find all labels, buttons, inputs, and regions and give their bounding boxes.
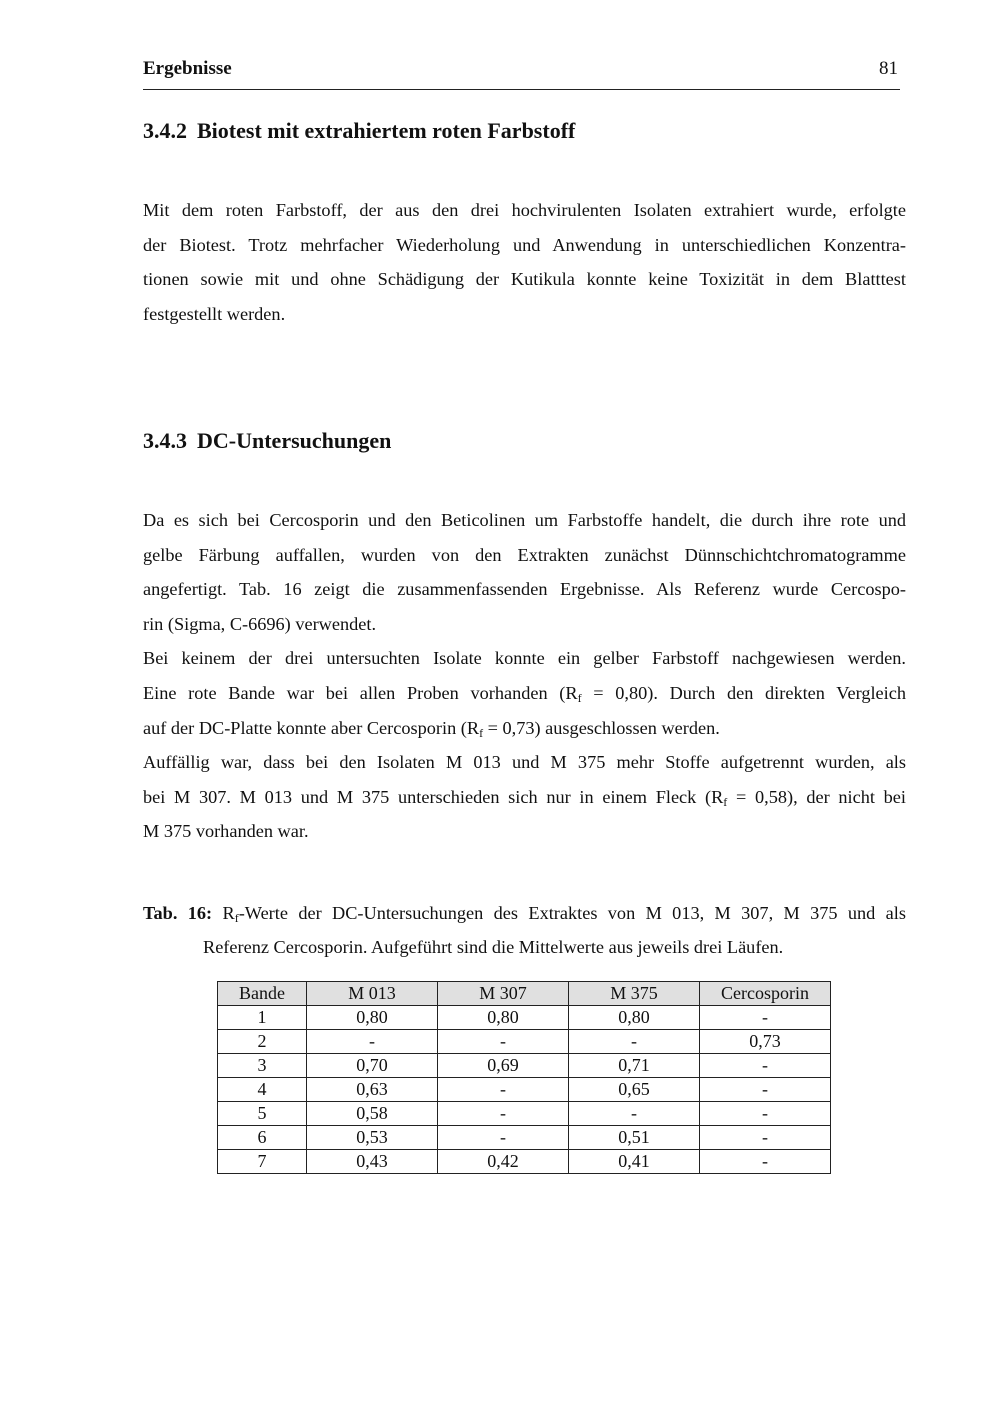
table-cell: 4 xyxy=(218,1078,307,1102)
text-line xyxy=(143,711,906,746)
table-row xyxy=(218,1030,831,1054)
text-fragment: Eine rote Bande war bei allen Proben vorhanden (R xyxy=(143,682,578,703)
table-cell: 0,42 xyxy=(438,1150,569,1174)
table-cell: - xyxy=(569,1102,700,1126)
table-cell: - xyxy=(438,1102,569,1126)
chapter-title: Ergebnisse xyxy=(143,58,232,79)
table-row xyxy=(218,1150,831,1174)
text-line: M 375 vorhanden war. xyxy=(143,821,309,842)
text-line: gelbe Färbung auffallen, wurden von den Extrakten zunächst Dünnschichtchromatogramme xyxy=(143,544,906,565)
table-cell: - xyxy=(700,1054,831,1078)
table-cell: 0,58 xyxy=(307,1102,438,1126)
table-row xyxy=(218,1006,831,1030)
table-cell: - xyxy=(700,1150,831,1174)
table-cell: 7 xyxy=(218,1150,307,1174)
text-fragment: = 0,58), der nicht bei xyxy=(727,786,906,807)
text-line: Mit dem roten Farbstoff, der aus den drei hochvirulenten Isolaten extrahiert wurde, erfolgte xyxy=(143,200,906,220)
table-cell: 0,41 xyxy=(569,1150,700,1174)
paragraph-dc-untersuchungen xyxy=(143,503,906,849)
page-number: 81 xyxy=(879,58,898,79)
text-line xyxy=(143,780,906,815)
column-header: M 013 xyxy=(307,982,438,1006)
text-line: Bei keinem der drei untersuchten Isolate konnte ein gelber Farbstoff nachgewiesen werden. xyxy=(143,648,906,669)
text-line: angefertigt. Tab. 16 zeigt die zusammenfassenden Ergebnisse. Als Referenz wurde Cercospo- xyxy=(143,579,906,600)
column-header: M 375 xyxy=(569,982,700,1006)
text-line xyxy=(143,676,906,711)
table-cell: 0,70 xyxy=(307,1054,438,1078)
table-cell: 6 xyxy=(218,1126,307,1150)
table-cell: 2 xyxy=(218,1030,307,1054)
table-cell: - xyxy=(307,1030,438,1054)
table-cell: 1 xyxy=(218,1006,307,1030)
text-fragment: = 0,80). Durch den direkten Vergleich xyxy=(581,682,906,703)
text-fragment: = 0,73) ausgeschlossen werden. xyxy=(483,717,720,738)
table-cell: 3 xyxy=(218,1054,307,1078)
table-caption xyxy=(143,896,906,964)
paragraph-biotest xyxy=(143,193,906,331)
subscript-f: f xyxy=(234,911,239,925)
caption-line: Referenz Cercosporin. Aufgeführt sind die Mittelwerte aus jeweils drei Läufen. xyxy=(203,937,784,957)
text-fragment: auf der DC-Platte konnte aber Cercosporin (R xyxy=(143,717,480,738)
table-cell: - xyxy=(700,1006,831,1030)
text-line: tionen sowie mit und ohne Schädigung der Kutikula konnte keine Toxizität in dem Blatttest xyxy=(143,269,906,290)
subscript-f: f xyxy=(723,794,728,809)
caption-line xyxy=(143,896,906,930)
table-cell: 0,80 xyxy=(438,1006,569,1030)
table-cell: 0,71 xyxy=(569,1054,700,1078)
section-number: 3.4.2 xyxy=(143,118,187,143)
caption-label: Tab. 16: xyxy=(143,903,213,923)
table-cell: - xyxy=(438,1126,569,1150)
table-cell: 0,80 xyxy=(307,1006,438,1030)
section-heading-3-4-3 xyxy=(143,428,391,454)
subscript-f: f xyxy=(479,725,484,740)
table-cell: 0,53 xyxy=(307,1126,438,1150)
text-line: Da es sich bei Cercosporin und den Beticolinen um Farbstoffe handelt, die durch ihre rote und xyxy=(143,510,906,530)
table-cell: - xyxy=(700,1102,831,1126)
table-cell: 0,43 xyxy=(307,1150,438,1174)
text-line: rin (Sigma, C-6696) verwendet. xyxy=(143,613,377,634)
table-cell: - xyxy=(438,1030,569,1054)
table-cell: - xyxy=(700,1078,831,1102)
section-title: DC-Untersuchungen xyxy=(197,428,392,453)
table-cell: 5 xyxy=(218,1102,307,1126)
text-fragment: bei M 307. M 013 und M 375 unterschieden sich nur in einem Fleck (R xyxy=(143,786,724,807)
rf-values-table xyxy=(217,981,831,1174)
table-cell: 0,63 xyxy=(307,1078,438,1102)
table-row xyxy=(218,1102,831,1126)
text-fragment: R xyxy=(222,903,235,923)
text-line: der Biotest. Trotz mehrfacher Wiederholung und Anwendung in unterschiedlichen Konzentra- xyxy=(143,234,906,255)
subscript-f: f xyxy=(577,690,582,705)
running-header xyxy=(143,58,900,90)
table-row xyxy=(218,1054,831,1078)
table-row xyxy=(218,1078,831,1102)
column-header: M 307 xyxy=(438,982,569,1006)
table-header-row xyxy=(218,982,831,1006)
table-cell: - xyxy=(438,1078,569,1102)
table-cell: 0,80 xyxy=(569,1006,700,1030)
table-cell: 0,69 xyxy=(438,1054,569,1078)
column-header: Cercosporin xyxy=(700,982,831,1006)
table-cell: 0,73 xyxy=(700,1030,831,1054)
section-title: Biotest mit extrahiertem roten Farbstoff xyxy=(197,118,576,143)
table-cell: - xyxy=(700,1126,831,1150)
column-header: Bande xyxy=(218,982,307,1006)
section-heading-3-4-2 xyxy=(143,118,575,144)
section-number: 3.4.3 xyxy=(143,428,187,453)
text-line: Auffällig war, dass bei den Isolaten M 013 und M 375 mehr Stoffe aufgetrennt wurden, als xyxy=(143,752,906,773)
table-cell: 0,65 xyxy=(569,1078,700,1102)
table-row xyxy=(218,1126,831,1150)
text-fragment: -Werte der DC-Untersuchungen des Extraktes von M 013, M 307, M 375 und als xyxy=(238,903,906,923)
table-cell: - xyxy=(569,1030,700,1054)
table-cell: 0,51 xyxy=(569,1126,700,1150)
text-line: festgestellt werden. xyxy=(143,303,286,324)
